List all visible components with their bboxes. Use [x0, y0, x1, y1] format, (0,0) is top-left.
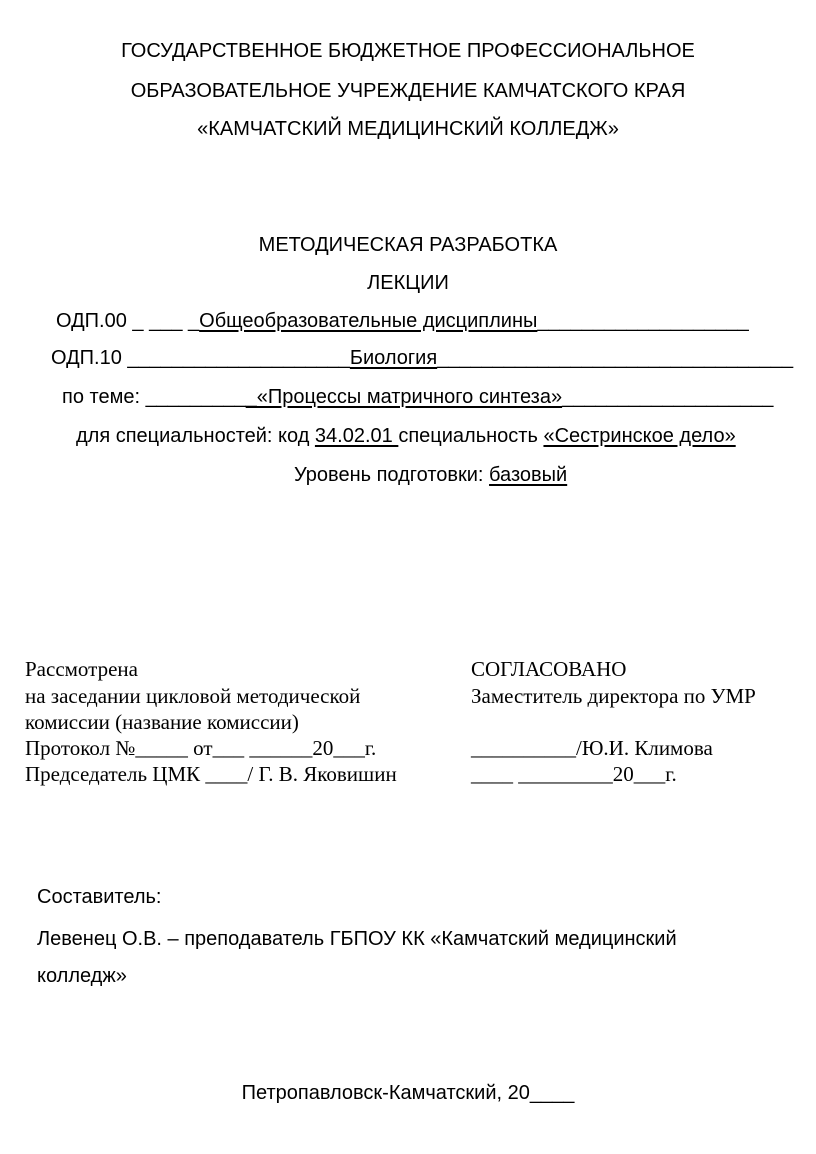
approved-label: СОГЛАСОВАНО [471, 657, 627, 681]
author-line-1: Левенец О.В. – преподаватель ГБПОУ КК «Камчатский медицинский [37, 928, 677, 950]
author-line-2: колледж» [37, 965, 127, 987]
odp00-code: ОДП.00 [56, 310, 127, 332]
odp10-blank: ____________________ [127, 347, 350, 369]
odp00-blank: _ ___ _ [126, 310, 200, 332]
specialty-row [76, 424, 736, 448]
approval-date-line: ____ _________20___г. [471, 762, 677, 786]
specialty-code: 34.02.01 [314, 425, 399, 447]
approver-signature-line: __________/Ю.И. Климова [471, 736, 713, 760]
odp10-row [51, 346, 793, 370]
reviewed-commission: комиссии (название комиссии) [25, 710, 299, 734]
level-row [294, 463, 567, 487]
odp10-code: ОДП.10 [51, 347, 128, 369]
odp00-value: Общеобразовательные дисциплины [199, 310, 538, 332]
chair-signature-line: Председатель ЦМК ____/ Г. В. Яковишин [25, 762, 397, 786]
level-label: Уровень подготовки: [294, 464, 490, 486]
protocol-line: Протокол №_____ от___ ______20___г. [25, 736, 377, 760]
org-name-line-1: ГОСУДАРСТВЕННОЕ БЮДЖЕТНОЕ ПРОФЕССИОНАЛЬНОЕ [121, 40, 695, 62]
specialty-middle: специальность [398, 425, 544, 447]
org-name-line-3: «КАМЧАТСКИЙ МЕДИЦИНСКИЙ КОЛЛЕДЖ» [197, 118, 619, 140]
odp00-trail: ___________________ [537, 310, 749, 332]
specialty-name: «Сестринское дело» [543, 425, 736, 447]
reviewed-label: Рассмотрена [25, 657, 138, 681]
topic-label: по теме: [62, 386, 146, 408]
odp00-row [56, 309, 749, 333]
reviewed-meeting: на заседании цикловой методической [25, 684, 361, 708]
approver-title: Заместитель директора по УМР [471, 684, 756, 708]
topic-value: _«Процессы матричного синтеза» [245, 386, 563, 408]
org-name-line-2: ОБРАЗОВАТЕЛЬНОЕ УЧРЕЖДЕНИЕ КАМЧАТСКОГО КРАЯ [130, 80, 686, 102]
specialty-prefix: для специальностей: код [76, 425, 315, 447]
city-year: Петропавловск-Камчатский, 20____ [241, 1082, 575, 1104]
doc-title: МЕТОДИЧЕСКАЯ РАЗРАБОТКА [258, 234, 558, 256]
odp10-value: Биология [349, 347, 438, 369]
topic-blank: _________ [145, 386, 246, 408]
topic-trail: ___________________ [562, 386, 774, 408]
doc-subtitle: ЛЕКЦИИ [367, 272, 449, 294]
level-value: базовый [489, 464, 568, 486]
author-label: Составитель: [37, 886, 162, 908]
odp10-trail: ________________________________ [437, 347, 794, 369]
topic-row [62, 385, 773, 409]
